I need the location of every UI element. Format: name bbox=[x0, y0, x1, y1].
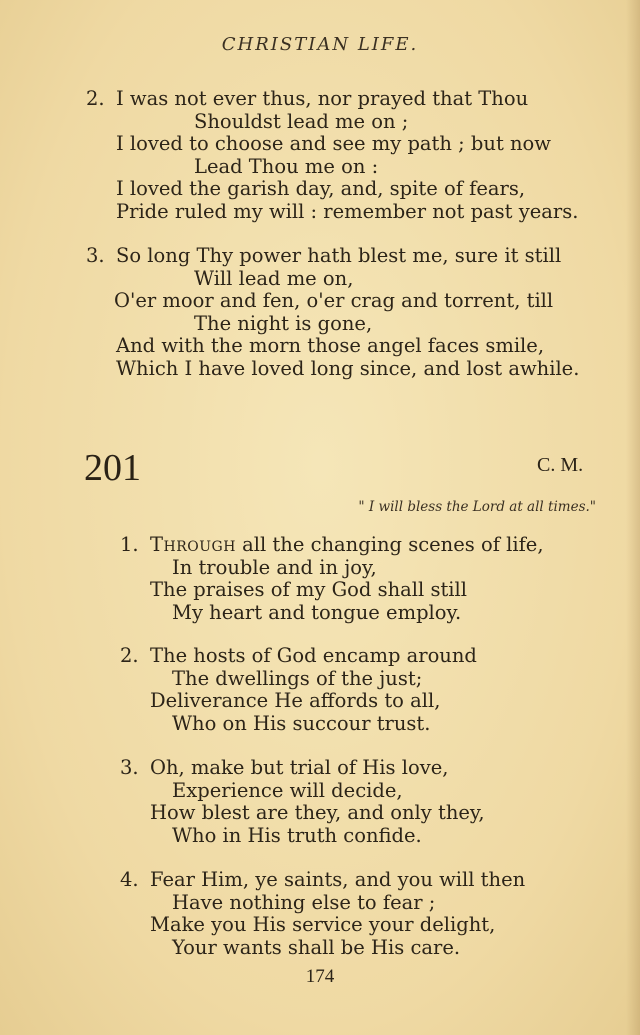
hymn-epigraph: " I will bless the Lord at all times." bbox=[358, 499, 596, 515]
verse-line: Who on His succour trust. bbox=[172, 711, 431, 735]
verse-line bbox=[150, 534, 544, 557]
stanza-number: 4. bbox=[120, 868, 139, 891]
verse-line: Fear Him, ye saints, and you will then bbox=[150, 868, 526, 891]
previous-hymn-stanza-3 bbox=[86, 245, 579, 380]
stanza-number: 1. bbox=[120, 533, 139, 556]
verse-line: Make you His service your delight, bbox=[150, 913, 496, 936]
hymn-meter: C. M. bbox=[537, 454, 584, 476]
verse-line: How blest are they, and only they, bbox=[150, 801, 485, 824]
page-number: 174 bbox=[305, 966, 335, 987]
verse-line: Deliverance He affords to all, bbox=[150, 689, 441, 712]
hymn-stanza-1 bbox=[120, 534, 544, 624]
hymn-number: 201 bbox=[84, 447, 141, 489]
verse-line: Will lead me on, bbox=[194, 266, 354, 290]
running-head: CHRISTIAN LIFE. bbox=[221, 34, 419, 55]
page-edge-shadow bbox=[626, 0, 640, 1035]
first-word: Through bbox=[150, 533, 236, 556]
hymn-stanza-4 bbox=[120, 869, 525, 959]
stanza-number: 2. bbox=[86, 87, 105, 110]
verse-line: Pride ruled my will : remember not past years. bbox=[116, 199, 579, 223]
verse-line: Who in His truth confide. bbox=[172, 823, 422, 847]
verse-line: I loved to choose and see my path ; but now bbox=[116, 132, 551, 155]
verse-line: Which I have loved long since, and lost awhile. bbox=[116, 356, 580, 380]
verse-line: The hosts of God encamp around bbox=[150, 644, 477, 667]
verse-line: The praises of my God shall still bbox=[150, 578, 467, 601]
verse-line: O'er moor and fen, o'er crag and torrent, till bbox=[114, 289, 554, 312]
stanza-number: 3. bbox=[120, 756, 139, 779]
verse-line-rest: all the changing scenes of life, bbox=[235, 533, 544, 556]
verse-line: Shouldst lead me on ; bbox=[194, 109, 409, 133]
hymn-stanza-2 bbox=[120, 645, 477, 735]
verse-line: So long Thy power hath blest me, sure it still bbox=[116, 244, 562, 267]
stanza-number: 3. bbox=[86, 244, 105, 267]
verse-line: Your wants shall be His care. bbox=[172, 935, 461, 959]
verse-line: I was not ever thus, nor prayed that Thou bbox=[116, 87, 529, 110]
verse-line: Lead Thou me on : bbox=[194, 154, 379, 178]
verse-line: In trouble and in joy, bbox=[172, 555, 377, 579]
verse-line: Oh, make but trial of His love, bbox=[150, 756, 449, 779]
verse-line: Have nothing else to fear ; bbox=[172, 890, 436, 914]
verse-line: Experience will decide, bbox=[172, 778, 403, 802]
verse-line: And with the morn those angel faces smile, bbox=[116, 334, 545, 357]
verse-line: The dwellings of the just; bbox=[172, 666, 423, 690]
verse-line: The night is gone, bbox=[194, 311, 373, 335]
hymn-stanza-3 bbox=[120, 757, 485, 847]
previous-hymn-stanza-2 bbox=[86, 88, 578, 223]
verse-line: I loved the garish day, and, spite of fears, bbox=[116, 177, 526, 200]
stanza-number: 2. bbox=[120, 644, 139, 667]
verse-line: My heart and tongue employ. bbox=[172, 600, 462, 624]
